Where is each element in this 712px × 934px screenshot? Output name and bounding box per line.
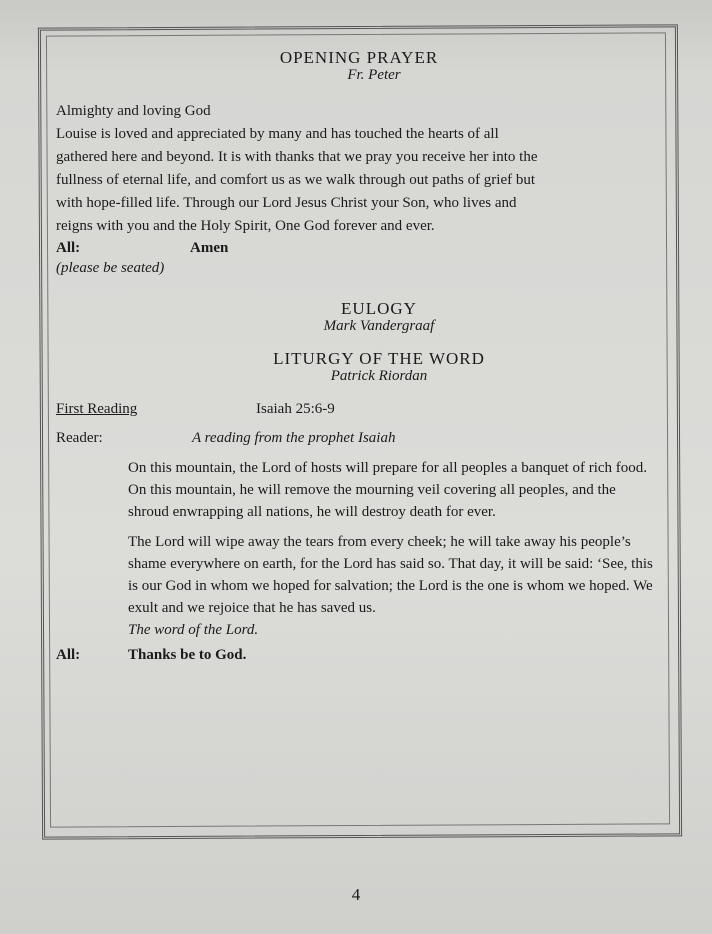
prayer-line: Louise is loved and appreciated by many and has touched the hearts of all xyxy=(56,126,499,142)
thanks-response: Thanks be to God. xyxy=(128,647,247,663)
amen-response: Amen xyxy=(190,240,229,256)
eulogy-title: EULOGY xyxy=(341,299,417,318)
reading-paragraph: On this mountain, the Lord of hosts will prepare for all peoples a banquet of rich food. On this mountain, he will remove the mourning veil covering all peoples, and the shroud enwrapping all nations, he will destroy death for ever. xyxy=(128,460,648,520)
prayer-line: fullness of eternal life, and comfort us as we walk through out paths of grief but xyxy=(56,172,536,188)
prayer-line: Almighty and loving God xyxy=(56,103,211,119)
liturgy-leader: Patrick Riordan xyxy=(330,368,428,384)
all-label: All: xyxy=(56,240,81,256)
reading-citation: Isaiah 25:6-9 xyxy=(256,401,335,417)
seated-instruction: (please be seated) xyxy=(56,260,165,276)
page-number: 4 xyxy=(351,885,361,904)
prayer-line: reigns with you and the Holy Spirit, One God forever and ever. xyxy=(56,218,435,234)
opening-prayer-title: OPENING PRAYER xyxy=(279,48,439,67)
eulogy-speaker: Mark Vandergraaf xyxy=(323,318,435,334)
booklet-page xyxy=(56,40,662,664)
prayer-line: with hope-filled life. Through our Lord Jesus Christ your Son, who lives and xyxy=(56,195,517,211)
reader-row xyxy=(56,430,662,447)
reading-closing: The word of the Lord. xyxy=(128,622,259,638)
opening-prayer-leader: Fr. Peter xyxy=(347,67,401,83)
all-response-row xyxy=(56,240,662,257)
reading-text xyxy=(128,457,658,641)
reading-intro: A reading from the prophet Isaiah xyxy=(192,430,396,446)
reading-paragraph: The Lord will wipe away the tears from every cheek; he will take away his people’s shame everywhere on earth, for the Lord has said so. That day, it will be said: ‘See, this is our God in whom we hoped for salvation; the Lord is the one is whom we hoped. We exult and we rejoice that he has saved us. xyxy=(128,534,653,616)
first-reading-row xyxy=(56,401,662,418)
opening-prayer-text xyxy=(56,100,662,238)
final-response-row xyxy=(56,647,662,664)
all-label: All: xyxy=(56,647,81,663)
reader-label: Reader: xyxy=(56,430,103,446)
first-reading-label: First Reading xyxy=(56,401,138,417)
prayer-line: gathered here and beyond. It is with thanks that we pray you receive her into the xyxy=(56,149,538,165)
liturgy-title: LITURGY OF THE WORD xyxy=(273,349,485,368)
